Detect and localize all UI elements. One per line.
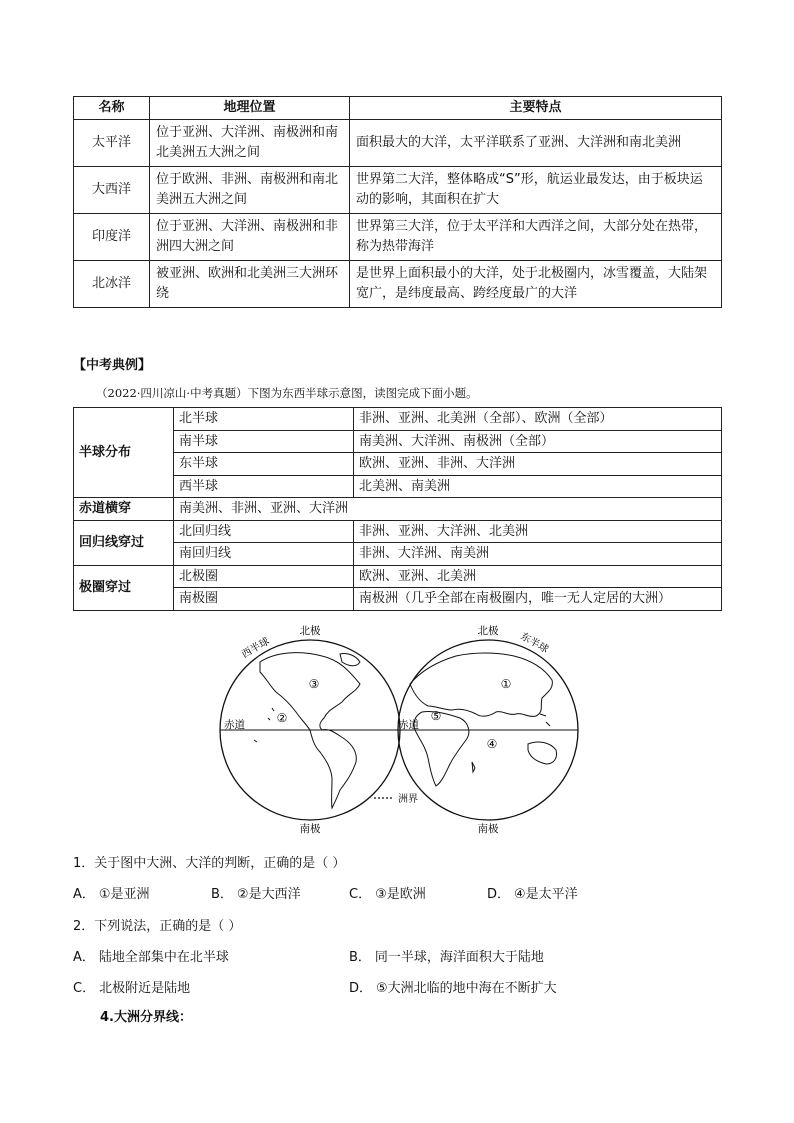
ocean-table (73, 96, 722, 308)
category-hemisphere: 半球分布 (74, 408, 174, 498)
option-key: A． (73, 950, 95, 965)
option-key: B． (211, 887, 233, 902)
south-pole-label-west: 南极 (299, 823, 321, 835)
distribution-table (73, 407, 722, 611)
row-value: 北美洲、南美洲 (354, 475, 722, 498)
marker-3: ③ (308, 677, 320, 691)
row-value: 非洲、大洋洲、南美洲 (354, 543, 722, 566)
option-text: ⑤大洲北临的地中海在不断扩大 (376, 981, 557, 996)
ocean-name: 北冰洋 (74, 261, 150, 308)
ocean-location: 位于亚洲、大洋洲、南极洲和非洲四大洲之间 (150, 214, 350, 261)
option-key: A． (73, 887, 95, 902)
ocean-table-header (74, 97, 722, 120)
west-hemisphere-label: 西半球 (240, 636, 272, 661)
table-row (74, 408, 722, 431)
table-row (74, 214, 722, 261)
header-location: 地理位置 (150, 97, 350, 120)
table-row (74, 498, 722, 521)
category-tropics: 回归线穿过 (74, 520, 174, 565)
option-key: B． (349, 950, 371, 965)
row-value: 南美洲、大洋洲、南极洲（全部） (354, 430, 722, 453)
marker-4: ④ (486, 737, 498, 751)
row-label: 南极圈 (174, 588, 354, 611)
option-text: ①是亚洲 (98, 887, 150, 902)
marker-1: ① (500, 677, 512, 691)
header-feature: 主要特点 (350, 97, 722, 120)
marker-5: ⑤ (430, 709, 442, 723)
equator-label-west: 赤道 (224, 719, 245, 731)
question-1-option-d[interactable] (487, 883, 578, 902)
row-value: 南美洲、非洲、亚洲、大洋洲 (174, 498, 722, 521)
row-label: 北回归线 (174, 520, 354, 543)
option-text: ④是太平洋 (514, 887, 578, 902)
option-text: 陆地全部集中在北半球 (98, 950, 229, 965)
ocean-name: 太平洋 (74, 120, 150, 167)
ocean-feature: 面积最大的大洋，太平洋联系了亚洲、大洋洲和南北美洲 (350, 120, 722, 167)
row-label: 北半球 (174, 408, 354, 431)
east-hemisphere-label: 东半球 (518, 631, 550, 656)
south-pole-label-east: 南极 (477, 823, 499, 835)
question-2-option-b[interactable] (349, 946, 544, 965)
boundary-legend-label: 洲界 (398, 794, 418, 805)
option-key: D． (487, 887, 511, 902)
ocean-name: 印度洋 (74, 214, 150, 261)
ocean-name: 大西洋 (74, 167, 150, 214)
table-row (74, 120, 722, 167)
option-key: C． (73, 981, 96, 996)
row-label: 东半球 (174, 453, 354, 476)
row-value: 欧洲、亚洲、非洲、大洋洲 (354, 453, 722, 476)
ocean-location: 位于亚洲、大洋洲、南极洲和南北美洲五大洲之间 (150, 120, 350, 167)
north-pole-label-west: 北极 (299, 625, 321, 637)
ocean-feature: 世界第三大洋，位于太平洋和大西洋之间，大部分处在热带，称为热带海洋 (350, 214, 722, 261)
boundary-heading: 4.大洲分界线： (100, 1010, 192, 1025)
ocean-location: 位于欧洲、非洲、南极洲和南北美洲五大洲之间 (150, 167, 350, 214)
category-polar: 极圈穿过 (74, 565, 174, 610)
option-text: ③是欧洲 (375, 887, 426, 902)
equator-label-east: 赤道 (398, 719, 419, 731)
question-2-option-c[interactable] (73, 977, 190, 996)
question-1-option-c[interactable] (349, 883, 426, 902)
row-value: 欧洲、亚洲、北美洲 (354, 565, 722, 588)
table-row (74, 167, 722, 214)
ocean-feature: 世界第二大洋，整体略成“S”形，航运业最发达，由于板块运动的影响，其面积在扩大 (350, 167, 722, 214)
table-row (74, 565, 722, 588)
question-1-option-a[interactable] (73, 883, 150, 902)
north-pole-label-east: 北极 (477, 625, 499, 637)
question-1-stem: 1．关于图中大洲、大洋的判断，正确的是（ ） (73, 856, 346, 871)
ocean-location: 被亚洲、欧洲和北美洲三大洲环绕 (150, 261, 350, 308)
table-row (74, 261, 722, 308)
marker-2: ② (276, 711, 288, 725)
row-label: 北极圈 (174, 565, 354, 588)
option-key: C． (349, 887, 372, 902)
section-title: 【中考典例】 (73, 358, 152, 373)
header-name: 名称 (74, 97, 150, 120)
option-text: 北极附近是陆地 (99, 981, 191, 996)
row-label: 南回归线 (174, 543, 354, 566)
question-intro: （2022·四川凉山·中考真题）下图为东西半球示意图，读图完成下面小题。 (96, 386, 478, 400)
option-text: 同一半球，海洋面积大于陆地 (374, 950, 544, 965)
table-row (74, 520, 722, 543)
row-value: 非洲、亚洲、北美洲（全部）、欧洲（全部） (354, 408, 722, 431)
row-label: 西半球 (174, 475, 354, 498)
question-1-option-b[interactable] (211, 883, 301, 902)
category-equator: 赤道横穿 (74, 498, 174, 521)
row-value: 南极洲（几乎全部在南极圈内，唯一无人定居的大洲） (354, 588, 722, 611)
question-2-option-a[interactable] (73, 946, 229, 965)
row-value: 非洲、亚洲、大洋洲、北美洲 (354, 520, 722, 543)
option-key: D． (349, 981, 373, 996)
option-text: ②是大西洋 (236, 887, 301, 902)
question-2-stem: 2．下列说法，正确的是（ ） (73, 919, 242, 934)
ocean-feature: 是世界上面积最小的大洋，处于北极圈内，冰雪覆盖，大陆架宽广，是纬度最高、跨经度最广的大洋 (350, 261, 722, 308)
row-label: 南半球 (174, 430, 354, 453)
question-2-option-d[interactable] (349, 977, 557, 996)
hemispheres-figure (210, 622, 590, 844)
